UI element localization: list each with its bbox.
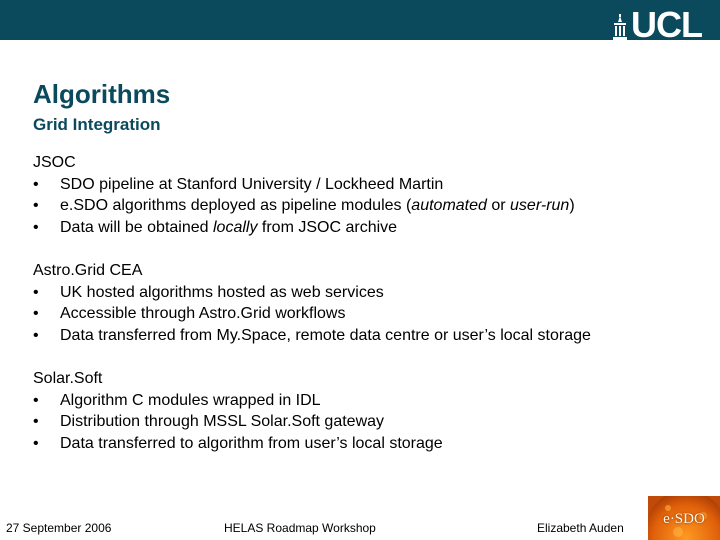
- bullet-item: [33, 433, 443, 455]
- bullet-text: UK hosted algorithms hosted as web services: [60, 283, 384, 301]
- bullet-text: Accessible through Astro.Grid workflows: [60, 305, 346, 322]
- bullet-list: [33, 390, 443, 455]
- bullet-item: [33, 303, 591, 325]
- footer-date: 27 September 2006: [6, 521, 112, 535]
- bullet-icon: •: [33, 326, 39, 344]
- bullet-text: e.SDO algorithms deployed as pipeline modules (automated or user-run): [60, 197, 575, 214]
- emphasis-text: locally: [212, 218, 258, 236]
- bullet-icon: •: [33, 175, 39, 193]
- bullet-text: Distribution through MSSL Solar.Soft gateway: [60, 413, 385, 430]
- ucl-logo-text: UCL: [631, 4, 702, 45]
- bullet-icon: •: [33, 283, 39, 301]
- bullet-text: Algorithm C modules wrapped in IDL: [60, 391, 321, 409]
- section-title: Solar.Soft: [33, 370, 103, 387]
- bullet-text: SDO pipeline at Stanford University / Lockheed Martin: [60, 175, 444, 193]
- section-title: Astro.Grid CEA: [33, 262, 143, 279]
- bullet-text: Data transferred from My.Space, remote data centre or user’s local storage: [60, 326, 591, 344]
- slide-subtitle: Grid Integration: [33, 115, 161, 134]
- section-astrogrid-cea: [33, 260, 591, 346]
- bullet-list: [33, 282, 591, 347]
- bullet-icon: •: [33, 197, 39, 214]
- bullet-icon: •: [33, 413, 39, 430]
- bullet-item: [33, 217, 575, 239]
- bullet-list: [33, 174, 575, 239]
- footer-author: Elizabeth Auden: [537, 521, 624, 535]
- bullet-item: [33, 195, 575, 217]
- section-jsoc: [33, 152, 575, 238]
- bullet-text: Data transferred to algorithm from user’s local storage: [60, 434, 443, 452]
- bullet-icon: •: [33, 305, 39, 322]
- bullet-text: Data will be obtained locally from JSOC archive: [60, 218, 398, 236]
- bullet-icon: •: [33, 434, 39, 452]
- esdo-logo: [648, 496, 720, 540]
- bullet-icon: •: [33, 391, 39, 409]
- bullet-item: [33, 411, 443, 433]
- esdo-logo-text: e·SDO: [663, 511, 705, 527]
- bullet-icon: •: [33, 218, 39, 236]
- section-title: JSOC: [33, 154, 76, 171]
- section-solarsoft: [33, 368, 443, 454]
- bullet-item: [33, 325, 591, 347]
- emphasis-text: automated: [411, 197, 487, 214]
- footer-workshop: HELAS Roadmap Workshop: [224, 521, 376, 535]
- bullet-item: [33, 174, 575, 196]
- slide-title: Algorithms: [33, 79, 171, 109]
- header-bar: [0, 0, 720, 45]
- emphasis-text: user-run: [510, 197, 570, 214]
- bullet-item: [33, 282, 591, 304]
- bullet-item: [33, 390, 443, 412]
- ucl-logo: [613, 4, 702, 45]
- portico-icon: [613, 14, 627, 40]
